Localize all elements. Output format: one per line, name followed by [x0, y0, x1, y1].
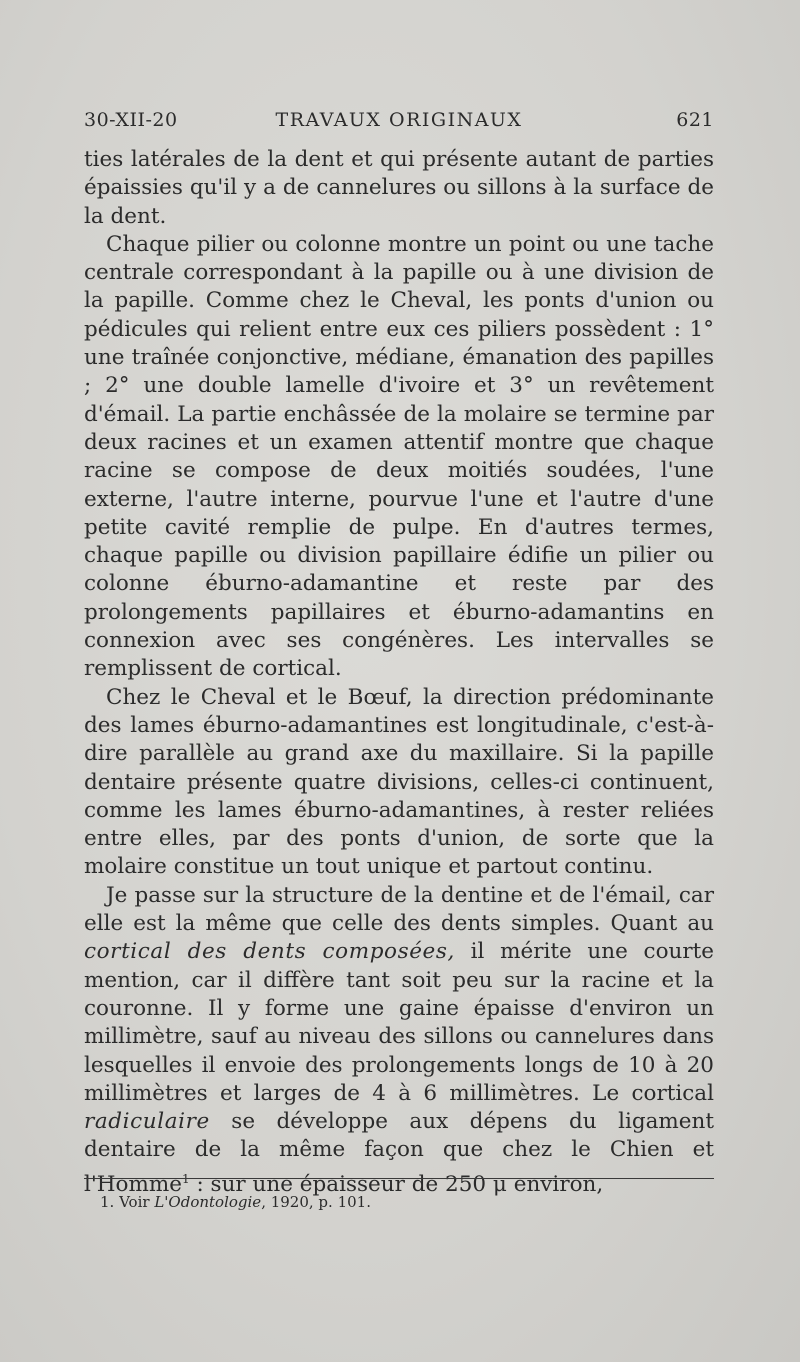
paragraph-4 — [84, 882, 714, 1199]
footnote-reference: 1 — [181, 1171, 190, 1186]
footnote-suffix: , 1920, p. 101. — [261, 1193, 371, 1211]
footnote-prefix: Voir — [119, 1193, 150, 1211]
header-date: 30-XII-20 — [84, 109, 178, 131]
paragraph-3: Chez le Cheval et le Bœuf, la direction prédominante des lames éburno-adamantines est longitudinale, c'est-à-dire parallèle au grand axe du maxillaire. Si la papille dentaire présente quatre divisions, celles-ci continuent, comme les lames éburno-adamantines, à rester reliées entre elles, par des ponts d'union, de sorte que la molaire constitue un tout unique et partout continu. — [84, 684, 714, 880]
paragraph-4-part-d: : sur une épaisseur de 250 μ environ, — [196, 1171, 604, 1197]
italic-term-radiculaire: radiculaire — [84, 1109, 210, 1135]
paragraph-4-part-c: se développe aux dépens du ligament dentaire de la même façon que chez le Chien et l'Homme — [84, 1109, 714, 1197]
paragraph-2: Chaque pilier ou colonne montre un point ou une tache centrale correspondant à la papille ou à une division de la papille. Comme chez le Cheval, les ponts d'union ou pédicules qui relient entre eux ces piliers possèdent : 1° une traînée conjonctive, médiane, émanation des papilles ; 2° une double lamelle d'ivoire et 3° un revêtement d'émail. La partie enchâssée de la molaire se termine par deux racines et un examen attentif montre que chaque racine se compose de deux moitiés soudées, l'une externe, l'autre interne, pourvue l'une et l'autre d'une petite cavité remplie de pulpe. En d'autres termes, chaque papille ou division papillaire édifie un pilier ou colonne éburno-adamantine et reste par des prolongements papillaires et éburno-adamantins en connexion avec ses congénères. Les intervalles se remplissent de cortical. — [84, 231, 714, 682]
italic-term-cortical: cortical des dents composées, — [84, 939, 455, 965]
footnote-divider — [84, 1178, 714, 1179]
footnote — [100, 1192, 700, 1212]
body-text — [84, 146, 714, 1199]
paragraph-4-part-a: Je passe sur la structure de la dentine et de l'émail, car elle est la même que celle des dents simples. Quant au — [84, 882, 714, 937]
running-header — [84, 109, 714, 139]
header-section-title: TRAVAUX ORIGINAUX — [275, 109, 523, 131]
paragraph-1: ties latérales de la dent et qui présente autant de parties épaissies qu'il y a de cannelures ou sillons à la surface de la dent. — [84, 147, 714, 229]
footnote-number: 1. — [100, 1193, 115, 1211]
footnote-journal: L'Odontologie — [154, 1193, 262, 1211]
paragraph-4-part-b: il mérite une courte mention, car il diffère tant soit peu sur la racine et la couronne. Il y forme une gaine épaisse d'environ un millimètre, sauf au niveau des sillons ou cannelures dans lesquelles il envoie des prolongements longs de 10 à 20 millimètres et larges de 4 à 6 millimètres. Le cortical — [84, 939, 715, 1106]
page-number: 621 — [676, 109, 714, 131]
